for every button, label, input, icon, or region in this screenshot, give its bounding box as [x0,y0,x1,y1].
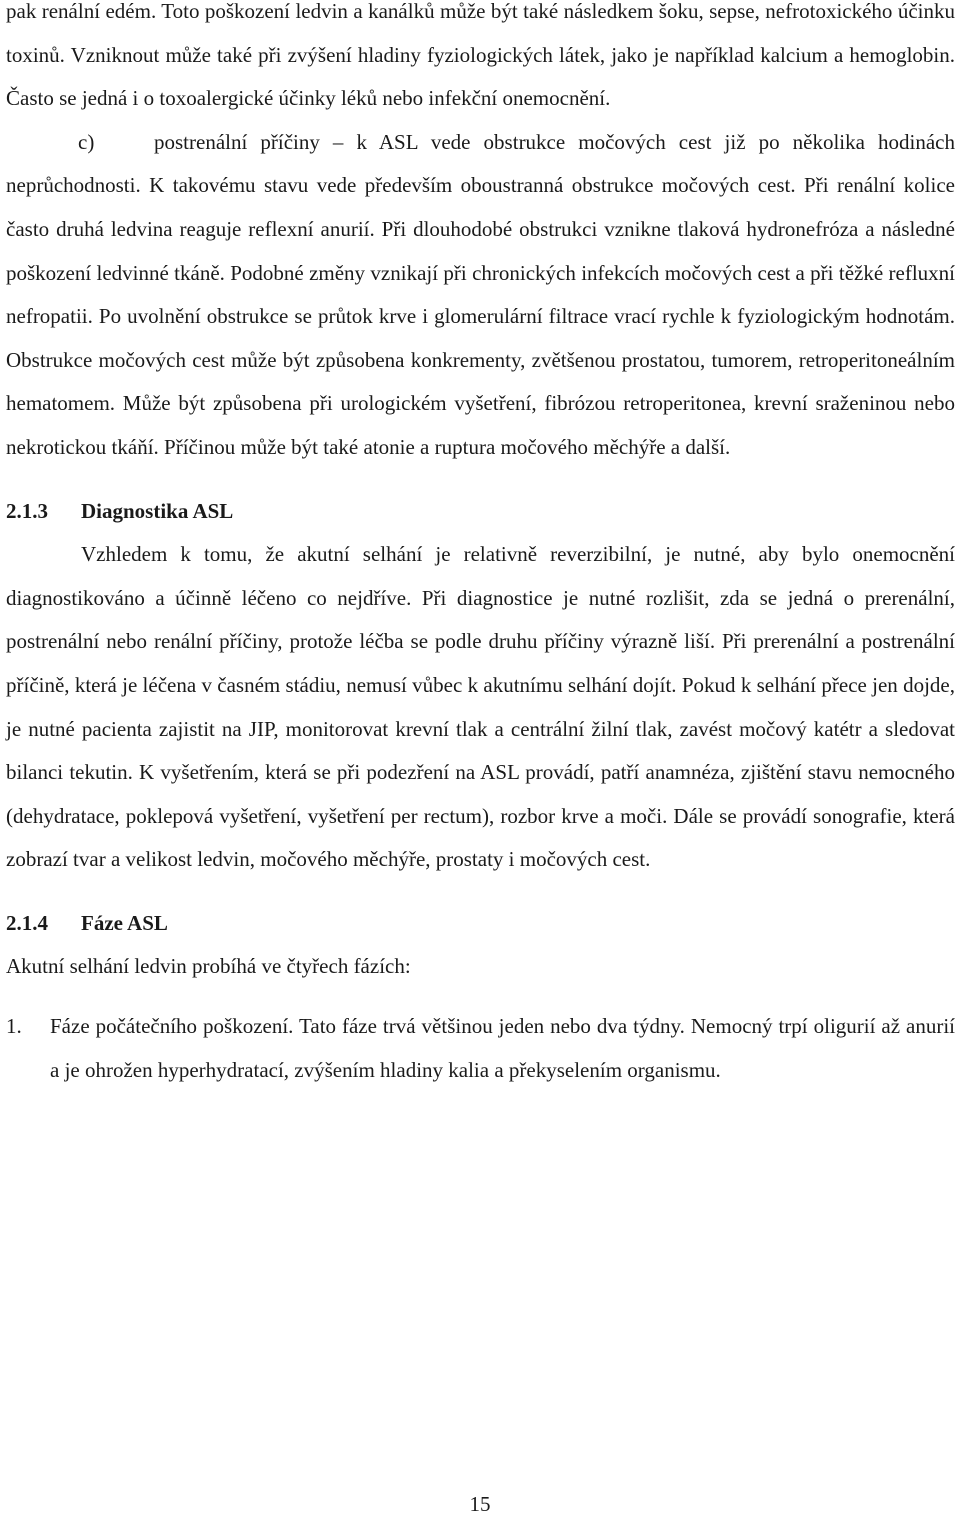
spacer [6,470,955,490]
list-item-postrenal-causes [6,121,955,470]
list-item-phase-1 [6,1005,955,1092]
list-item-text: Fáze počátečního poškození. Tato fáze trvá většinou jeden nebo dva týdny. Nemocný trpí oligurií až anurií a je ohrožen hyperhydratací, zvýšením hladiny kalia a překyselením organismu. [50,1014,955,1082]
list-item-text: postrenální příčiny – k ASL vede obstrukce močových cest již po několika hodinách neprůchodnosti. K takovému stavu vede především oboustranná obstrukce močových cest. Při renální kolice často druhá ledvina reaguje reflexní anurií. Při dlouhodobé obstrukci vznikne tlaková hydronefróza a následné poškození ledvinné tkáně. Podobné změny vznikají při chronických infekcích močových cest a při těžké refluxní nefropatii. Po uvolnění obstrukce se průtok krve i glomerulární filtrace vrací rychle k fyziologickým hodnotám. Obstrukce močových cest může být způsobena konkrementy, zvětšenou prostatou, tumorem, retroperitoneálním hematomem. Může být způsobena při urologickém vyšetření, fibrózou retroperitonea, krevní sraženinou nebo nekrotickou tkáňí. Příčinou může být také atonie a ruptura močového měchýře a další. [6,129,955,459]
section-number: 2.1.3 [6,498,48,523]
list-marker: 1. [6,1014,22,1039]
section-title: Fáze ASL [81,910,168,935]
spacer [6,882,955,902]
section-title: Diagnostika ASL [81,498,234,523]
spacer [6,989,955,1005]
paragraph-renal-causes-end: pak renální edém. Toto poškození ledvin a kanálků může být také následkem šoku, sepse, nefrotoxického účinku toxinů. Vzniknout může také při zvýšení hladiny fyziologických látek, jako je například kalcium a hemoglobin. Často se jedná i o toxoalergické účinky léků nebo infekční onemocnění. [6,0,955,111]
section-heading-diagnostika [6,490,955,534]
section-heading-faze [6,902,955,946]
page-number: 15 [469,1492,491,1516]
section-number: 2.1.4 [6,910,48,935]
paragraph-faze-intro: Akutní selhání ledvin probíhá ve čtyřech fázích: [6,954,411,979]
list-item-label: c) [78,129,95,154]
paragraph-diagnostika: Vzhledem k tomu, že akutní selhání je relativně reverzibilní, je nutné, aby bylo onemocnění diagnostikováno a účinně léčeno co nejdříve. Při diagnostice je nutné rozlišit, zda se jedná o prerenální, postrenální nebo renální příčiny, protože léčba se podle druhu příčiny výrazně liší. Při prerenální a postrenální příčině, která je léčena v časném stádiu, nemusí vůbec k akutnímu selhání dojít. Pokud k selhání přece jen dojde, je nutné pacienta zajistit na JIP, monitorovat krevní tlak a centrální žilní tlak, zavést močový katétr a sledovat bilanci tekutin. K vyšetřením, která se při podezření na ASL provádí, patří anamnéza, zjištění stavu nemocného (dehydratace, poklepová vyšetření, vyšetření per rectum), rozbor krve a moči. Dále se provádí sonografie, která zobrazí tvar a velikost ledvin, močového měchýře, prostaty i močových cest. [6,542,955,872]
